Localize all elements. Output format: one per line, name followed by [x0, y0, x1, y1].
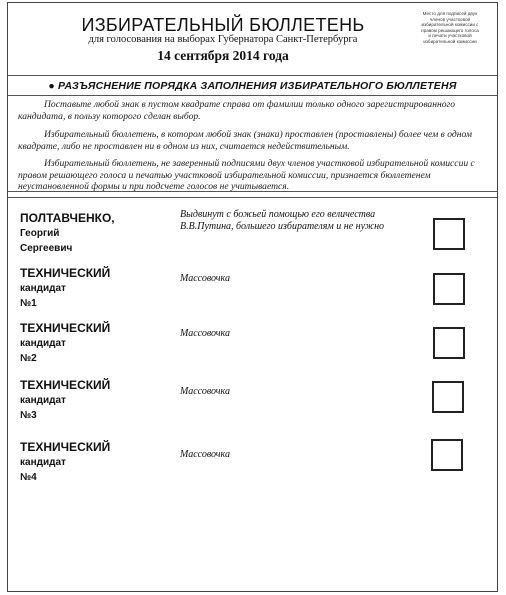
candidate-line1: ТЕХНИЧЕСКИЙ	[20, 440, 111, 454]
ballot-title: ИЗБИРАТЕЛЬНЫЙ БЮЛЛЕТЕНЬ	[81, 15, 365, 35]
ballot-subtitle: для голосования на выборах Губернатора Санкт-Петербурга	[88, 34, 358, 45]
vote-checkbox-candidate-1[interactable]	[433, 273, 465, 305]
vote-checkbox-candidate-3[interactable]	[432, 381, 464, 413]
candidate-description: Выдвинут с божьей помощью его величества В.В.Путина, большего избирателям и не нужно	[180, 209, 385, 232]
candidate-line2: кандидат	[20, 395, 66, 406]
ballot-page	[7, 2, 498, 592]
instructions-divider-2	[8, 197, 497, 198]
candidate-number: №3	[20, 410, 37, 421]
candidate-line1: ТЕХНИЧЕСКИЙ	[20, 321, 111, 335]
header-divider	[8, 75, 497, 76]
candidate-name	[20, 378, 110, 423]
candidate-line2: кандидат	[20, 457, 66, 468]
candidate-description: Массовочка	[180, 328, 230, 339]
candidate-name	[20, 211, 115, 256]
candidate-number: №4	[20, 472, 37, 483]
instructions-divider	[8, 191, 497, 192]
candidate-name	[20, 440, 110, 485]
instruction-paragraph-1: Поставьте любой знак в пустом квадрате справа от фамилии только одного зарегистрированного кандидата, в пользу которого сделан выбор.	[18, 99, 456, 122]
vote-checkbox-candidate-2[interactable]	[433, 327, 465, 359]
candidate-number: №1	[20, 298, 37, 309]
candidate-description: Массовочка	[180, 386, 230, 397]
ballot-date: 14 сентября 2014 года	[157, 48, 289, 63]
candidate-first-name: Георгий	[20, 228, 60, 239]
candidate-number: №2	[20, 353, 37, 364]
candidate-name	[20, 321, 110, 366]
candidate-surname: ПОЛТАВЧЕНКО,	[20, 211, 115, 225]
candidate-line2: кандидат	[20, 338, 66, 349]
vote-checkbox-candidate-0[interactable]	[433, 218, 465, 250]
stamp-area-note: Место для подписей двух членов участковой избирательной комиссии с правом решающего голоса и печати участковой избирательной комиссии	[421, 11, 479, 44]
vote-checkbox-candidate-4[interactable]	[431, 439, 463, 471]
candidate-line2: кандидат	[20, 283, 66, 294]
candidate-line1: ТЕХНИЧЕСКИЙ	[20, 378, 111, 392]
instruction-paragraph-2: Избирательный бюллетень, в котором любой знак (знаки) проставлен (проставлены) более чем в одном квадрате, либо не проставлен ни в одном из них, считается недействительным.	[18, 129, 473, 152]
instructions-title: ● РАЗЪЯСНЕНИЕ ПОРЯДКА ЗАПОЛНЕНИЯ ИЗБИРАТЕЛЬНОГО БЮЛЛЕТЕНЯ	[48, 80, 457, 92]
candidate-description: Массовочка	[180, 449, 230, 460]
candidate-patronymic: Сергеевич	[20, 243, 73, 254]
candidate-description: Массовочка	[180, 273, 230, 284]
instruction-paragraph-3: Избирательный бюллетень, не заверенный подписями двух членов участковой избирательной комиссии с правом решающего голоса и печатью участковой избирательной комиссии, признается бюллетенем неустановленной формы и при подсчете голосов не учитывается.	[18, 158, 475, 192]
candidate-line1: ТЕХНИЧЕСКИЙ	[20, 266, 111, 280]
ballot-header	[8, 3, 497, 75]
section-title-divider	[8, 95, 497, 96]
candidate-name	[20, 266, 110, 311]
